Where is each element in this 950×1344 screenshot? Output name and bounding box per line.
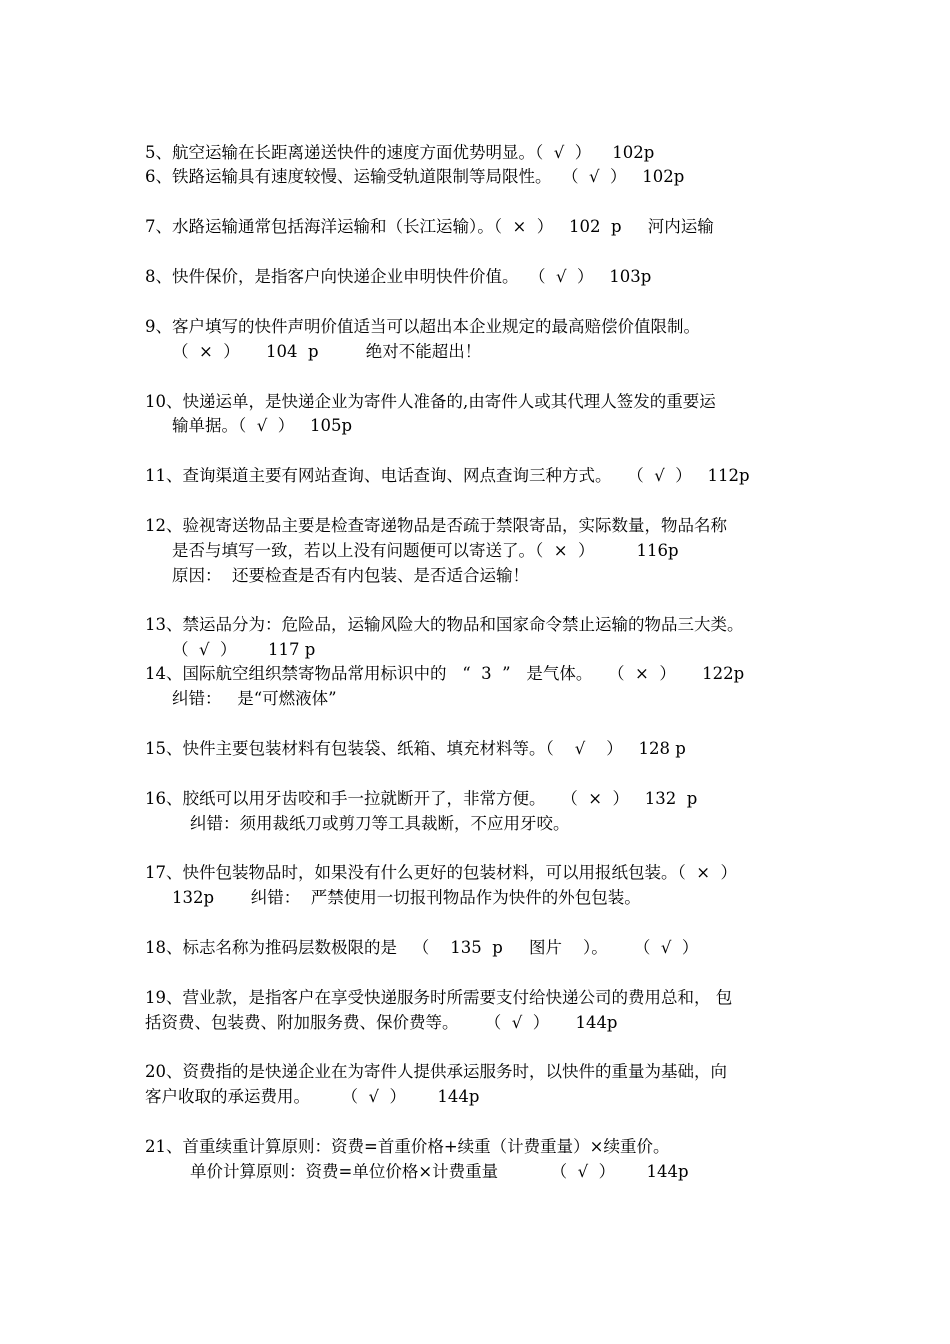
- question-6: 6、铁路运输具有速度较慢、运输受轨道限制等局限性。 （ √ ） 102p: [145, 167, 685, 186]
- question-13: 13、禁运品分为：危险品，运输风险大的物品和国家命令禁止运输的物品三大类。: [145, 615, 744, 634]
- question-8: 8、快件保价，是指客户向快递企业申明快件价值。 （ √ ） 103p: [145, 267, 652, 286]
- question-14-correction: 纠错： 是“可燃液体”: [172, 689, 337, 708]
- question-16: 16、胶纸可以用牙齿咬和手一拉就断开了，非常方便。 （ × ） 132 p: [145, 789, 698, 808]
- question-5: 5、航空运输在长距离递送快件的速度方面优势明显。（ √ ） 102p: [145, 143, 655, 162]
- question-20-cont: 客户收取的承运费用。 （ √ ） 144p: [145, 1087, 480, 1106]
- question-17: 17、快件包装物品时，如果没有什么更好的包装材料，可以用报纸包装。（ × ）: [145, 863, 738, 882]
- question-10-cont: 输单据。（ √ ） 105p: [172, 416, 353, 435]
- question-20: 20、资费指的是快递企业在为寄件人提供承运服务时，以快件的重量为基础，向: [145, 1062, 727, 1081]
- question-9-answer: （ × ） 104 p 绝对不能超出！: [172, 342, 482, 361]
- question-12-reason: 原因： 还要检查是否有内包装、是否适合运输！: [172, 566, 529, 585]
- question-13-answer: （ √ ） 117 p: [172, 640, 316, 659]
- question-21-cont: 单价计算原则：资费=单位价格×计费重量 （ √ ） 144p: [190, 1162, 689, 1181]
- question-19-cont: 括资费、包装费、附加服务费、保价费等。 （ √ ） 144p: [145, 1013, 618, 1032]
- question-14: 14、国际航空组织禁寄物品常用标识中的 “ 3 ” 是气体。 （ × ） 122p: [145, 664, 745, 683]
- question-18: 18、标志名称为推码层数极限的是 （ 135 p 图片 ）。 （ √ ）: [145, 938, 699, 957]
- question-15: 15、快件主要包装材料有包装袋、纸箱、填充材料等。（ √ ） 128 p: [145, 739, 686, 758]
- question-21: 21、首重续重计算原则：资费=首重价格+续重（计费重量）×续重价。: [145, 1137, 670, 1156]
- question-16-correction: 纠错：须用裁纸刀或剪刀等工具裁断，不应用牙咬。: [190, 814, 570, 833]
- question-11: 11、查询渠道主要有网站查询、电话查询、网点查询三种方式。 （ √ ） 112p: [145, 466, 750, 485]
- question-12-cont: 是否与填写一致，若以上没有问题便可以寄送了。（ × ） 116p: [172, 541, 679, 560]
- question-12: 12、验视寄送物品主要是检查寄递物品是否疏于禁限寄品，实际数量，物品名称: [145, 516, 727, 535]
- question-19: 19、营业款，是指客户在享受快递服务时所需要支付给快递公司的费用总和， 包: [145, 988, 733, 1007]
- question-7: 7、水路运输通常包括海洋运输和（长江运输）。（ × ） 102 p 河内运输: [145, 217, 714, 236]
- question-17-correction: 132p 纠错： 严禁使用一切报刊物品作为快件的外包包装。: [172, 888, 641, 907]
- question-10: 10、快递运单，是快递企业为寄件人准备的,由寄件人或其代理人签发的重要运: [145, 392, 716, 411]
- question-9: 9、客户填写的快件声明价值适当可以超出本企业规定的最高赔偿价值限制。: [145, 317, 700, 336]
